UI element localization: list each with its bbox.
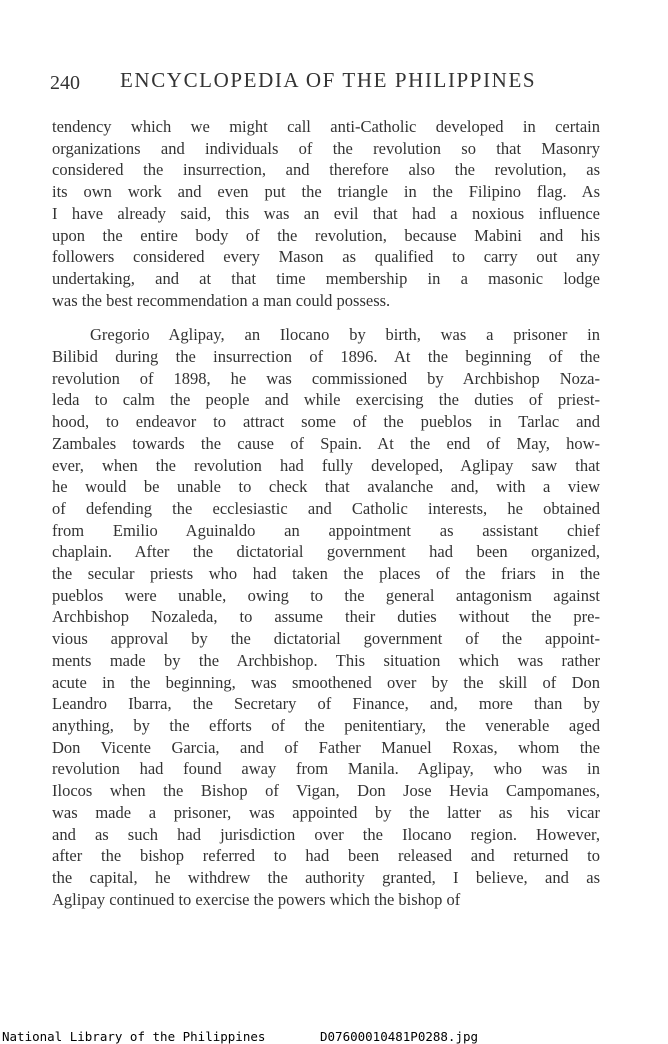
text-line: acute in the beginning, was smoothened over by the skill of Don [52,672,600,692]
footer [0,1029,668,1044]
text-line: anything, by the efforts of the penitentiary, the venerable aged [52,715,600,735]
text-line: was the best recommendation a man could possess. [52,290,391,310]
text-line: tendency which we might call anti-Catholic developed in certain [52,117,600,136]
text-line: of defending the ecclesiastic and Catholic interests, he obtained [52,498,600,518]
text-line: ments made by the Archbishop. This situation which was rather [52,650,600,670]
text-line: Gregorio Aglipay, an Ilocano by birth, was a prisoner in [90,325,600,345]
text-line: Ilocos when the Bishop of Vigan, Don Jose Hevia Campomanes, [52,781,600,801]
text-line: the capital, he withdrew the authority granted, I believe, and as [52,867,600,887]
text-line: vious approval by the dictatorial government of the appoint- [52,629,600,649]
text-line: and as such had jurisdiction over the Ilocano region. However, [52,824,600,844]
running-head: ENCYCLOPEDIA OF THE PHILIPPINES [120,68,537,92]
text-line: considered the insurrection, and therefore also the revolution, as [52,160,600,180]
page-header [50,66,610,96]
text-line: Bilibid during the insurrection of 1896. At the beginning of the [52,347,600,367]
text-line: followers considered every Mason as qualified to carry out any [52,247,600,267]
paragraph-1 [52,116,600,311]
paragraph-2 [52,324,600,910]
text-line: leda to calm the people and while exercising the duties of priest- [52,390,600,410]
text-line: from Emilio Aguinaldo an appointment as assistant chief [52,520,600,540]
text-line: the secular priests who had taken the places of the friars in the [52,564,600,584]
text-line: its own work and even put the triangle in the Filipino flag. As [52,182,600,202]
text-line: was made a prisoner, was appointed by the latter as his vicar [52,802,600,822]
text-line: Aglipay continued to exercise the powers which the bishop of [52,889,461,909]
text-line: revolution of 1898, he was commissioned by Archbishop Noza- [52,368,600,388]
text-line: upon the entire body of the revolution, because Mabini and his [52,225,600,245]
text-line: Zambales towards the cause of Spain. At the end of May, how- [52,433,600,453]
footer-filename: D07600010481P0288.jpg [320,1029,479,1044]
text-line: undertaking, and at that time membership in a masonic lodge [52,268,600,288]
footer-source: National Library of the Philippines [2,1029,266,1044]
text-line: Archbishop Nozaleda, to assume their duties without the pre- [52,607,600,627]
text-line: Leandro Ibarra, the Secretary of Finance, and, more than by [52,694,600,714]
text-line: revolution had found away from Manila. Aglipay, who was in [52,759,600,779]
text-line: organizations and individuals of the revolution so that Masonry [52,138,600,158]
text-line: after the bishop referred to had been released and returned to [52,846,600,866]
text-line: he would be unable to check that avalanche and, with a view [52,477,600,497]
text-line: hood, to endeavor to attract some of the pueblos in Tarlac and [52,412,600,432]
text-line: Don Vicente Garcia, and of Father Manuel Roxas, whom the [52,737,600,757]
page-number: 240 [50,72,80,94]
text-line: chaplain. After the dictatorial government had been organized, [52,542,600,562]
text-line: I have already said, this was an evil that had a noxious influence [52,203,600,223]
text-line: pueblos were unable, owing to the general antagonism against [52,585,600,605]
body-text [52,116,600,910]
text-line: ever, when the revolution had fully developed, Aglipay saw that [52,455,600,475]
